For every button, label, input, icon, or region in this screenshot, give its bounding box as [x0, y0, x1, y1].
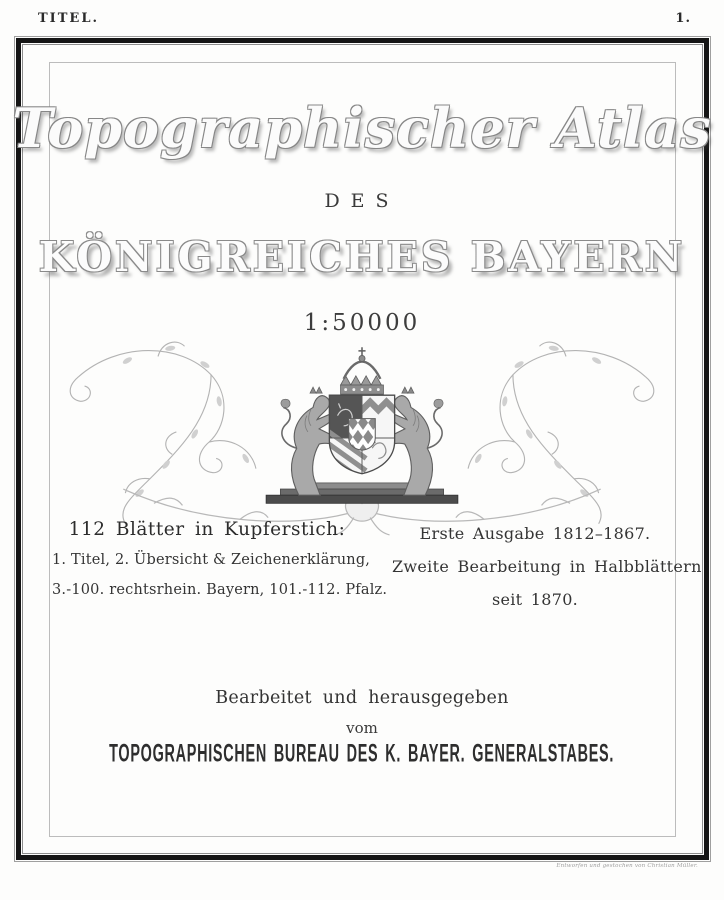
vine-flourish-left-icon	[70, 342, 256, 524]
sheet-label: TITEL.	[38, 11, 100, 26]
imprint-bureau-text: TOPOGRAPHISCHEN BUREAU DES K. BAYER. GENERALSTABES.	[109, 740, 615, 768]
royal-crown-icon	[341, 347, 384, 394]
lion-supporter-right-icon	[389, 387, 443, 495]
lion-supporter-left-icon	[281, 387, 335, 495]
sheets-info-block	[52, 519, 388, 612]
sheets-line-1: 1. Titel, 2. Übersicht & Zeichenerklärung,	[52, 552, 371, 568]
coat-of-arms	[266, 347, 458, 503]
title-des-word: DES	[324, 190, 400, 212]
map-scale: 1:50000	[303, 310, 421, 336]
sheets-line-2: 3.-100. rechtsrhein. Bayern, 101.-112. Pfalz.	[52, 582, 388, 598]
engraver-credit: Entworfen und gestochen von Christian Müller.	[556, 863, 698, 869]
edition-line-1: Erste Ausgabe 1812–1867.	[419, 524, 651, 543]
quartered-shield-icon	[323, 395, 394, 483]
atlas-title: Topographischer Atlas	[12, 96, 712, 160]
sheets-heading: 112 Blätter in Kupferstich:	[68, 519, 346, 540]
lion-crown-left-icon	[310, 387, 322, 393]
editions-info-block	[392, 524, 702, 623]
imprint-vom: vom	[346, 719, 378, 737]
sheet-number: 1.	[675, 11, 691, 26]
vine-flourish-right-icon	[468, 342, 654, 524]
imprint-edited-by: Bearbeitet und herausgegeben	[215, 688, 509, 708]
kingdom-title: KÖNIGREICHES BAYERN	[38, 233, 686, 281]
emblem-graphic	[52, 334, 672, 538]
imprint-bureau	[0, 740, 724, 768]
edition-line-3: seit 1870.	[491, 590, 579, 609]
edition-line-2: Zweite Bearbeitung in Halbblättern	[392, 557, 702, 576]
